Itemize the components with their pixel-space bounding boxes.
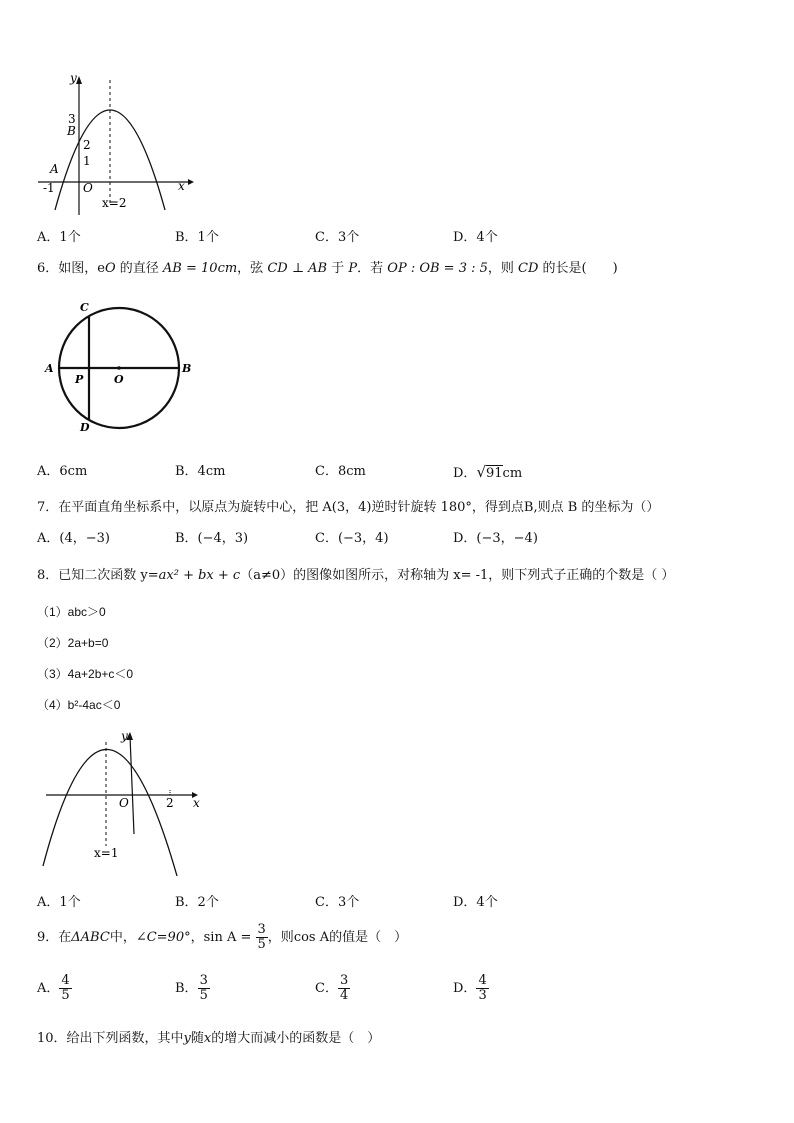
q9-option-d-fraction: $\frac{4}{3}$ [478,973,487,1003]
q8-item-3: （3）4a+2b+c＜0 [37,667,134,681]
q6-option-a[interactable]: A．6cm [37,464,88,479]
q8-option-d[interactable]: D．4个 [453,895,498,910]
q9-option-a-fraction: $\frac{4}{5}$ [61,973,70,1003]
q9-option-d[interactable]: D． $\frac{4}{3}$ [453,973,487,1003]
q8-option-a[interactable]: A．1个 [37,895,81,910]
q5-option-b[interactable]: B．1个 [175,230,219,245]
sqrt-symbol: √ [476,463,486,481]
q6-option-d[interactable]: D．√91cm [453,463,523,481]
fig1-point-b: B [67,124,76,138]
q9-fraction: $\frac{3}{5}$ [257,922,266,952]
fig2-o: O [114,373,124,386]
fig1-tick-neg1: -1 [43,181,55,195]
fig1-tick-2: 2 [83,138,91,152]
figure-parabola-1 [30,70,200,220]
q8-stem: 8．已知二次函数 y=ax² + bx + c（a≠0）的图像如图所示，对称轴为 x= -1，则下列式子正确的个数是（ ） [37,568,675,583]
fig3-y-label: y [121,729,128,743]
q9-option-c[interactable]: C． $\frac{3}{4}$ [315,973,349,1003]
q8-item-2: （2）2a+b=0 [37,636,109,650]
center-dot [117,366,121,370]
q9-option-b-fraction: $\frac{3}{5}$ [199,973,208,1003]
q9-option-a[interactable]: A． $\frac{4}{5}$ [37,973,70,1003]
fig2-a: A [45,362,54,375]
q6-option-b[interactable]: B．4cm [175,464,226,479]
fig3-origin: O [119,796,129,810]
q8-option-c[interactable]: C．3个 [315,895,360,910]
circle-symbol: e [97,261,105,276]
q9-option-b[interactable]: B． $\frac{3}{5}$ [175,973,208,1003]
fig2-d: D [80,421,90,434]
y-axis-arrow [76,76,82,84]
q7-option-d[interactable]: D．(−3，−4) [453,531,538,546]
q5-option-d[interactable]: D．4个 [453,230,498,245]
fig1-x-label: x [178,179,185,193]
q7-option-c[interactable]: C．(−3，4) [315,531,389,546]
q10-stem: 10．给出下列函数，其中y随x的增大而减小的函数是（ ） [37,1031,381,1046]
q5-option-c[interactable]: C．3个 [315,230,360,245]
q7-stem: 7．在平面直角坐标系中，以原点为旋转中心，把 A(3，4)逆时针旋转 180°，得到点B,则点 B 的坐标为（） [37,500,660,515]
q8-item-4: （4）b²-4ac＜0 [37,698,121,712]
q9-option-c-fraction: $\frac{3}{4}$ [339,973,349,1003]
figure-circle [42,298,202,438]
q5-option-a[interactable]: A．1个 [37,230,81,245]
q8-option-b[interactable]: B．2个 [175,895,219,910]
sqrt-radicand: 91 [486,466,503,481]
fig1-point-a: A [50,162,59,176]
q6-stem: 6．如图，eO 的直径 AB = 10cm，弦 CD ⊥ AB 于 P．若 OP : OB = 3 : 5，则 CD 的长是( ) [37,261,618,276]
q7-option-a[interactable]: A．(4，−3) [37,531,110,546]
fig1-tick-1: 1 [83,154,91,168]
fig2-p: P [75,373,84,386]
x-axis-arrow [188,179,194,185]
fig3-x-label: x [193,796,200,810]
q8-item-1: （1）abc＞0 [37,605,106,619]
q9-stem: 9．在ΔABC中，∠C=90°，sin A = $\frac{3}{5}$ ，则cos A的值是（ ） [37,922,408,952]
fig1-y-label: y [70,71,77,85]
y-axis [130,736,134,834]
fig1-origin: O [83,181,93,195]
fig3-axis-label: x=1 [94,846,119,860]
fig2-b: B [182,362,192,375]
fig1-axis-label: x=2 [102,196,127,210]
q7-option-b[interactable]: B．(−4，3) [175,531,249,546]
fig2-c: C [80,301,89,314]
fig1-tick-3: 3 [68,112,76,126]
figure-parabola-2 [40,728,220,878]
q6-option-c[interactable]: C．8cm [315,464,366,479]
fig3-tick-2: 2 [166,796,174,810]
